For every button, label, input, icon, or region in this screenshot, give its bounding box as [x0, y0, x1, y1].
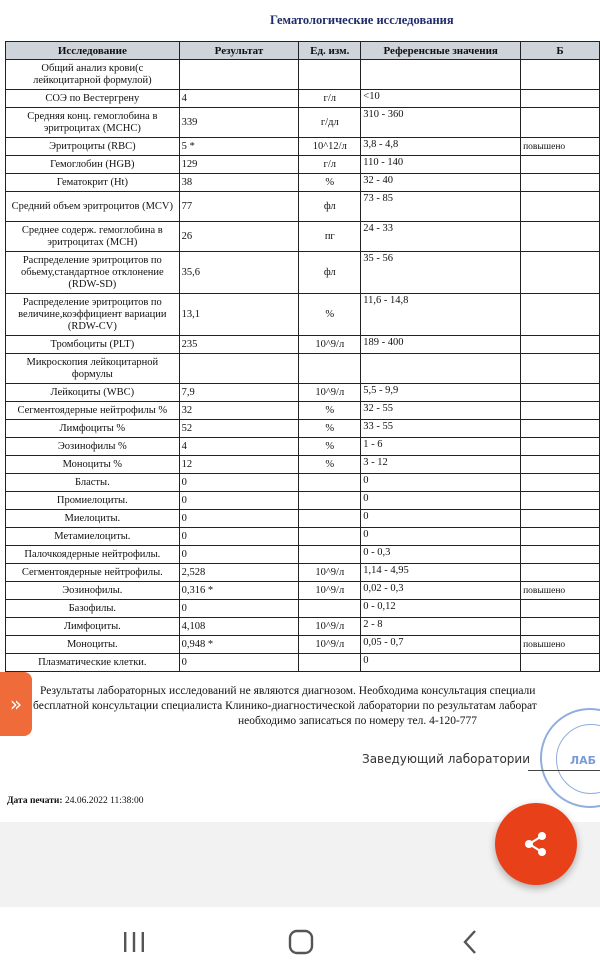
- comment-cell: [521, 420, 600, 438]
- comment-cell: [521, 456, 600, 474]
- unit-cell: [299, 474, 361, 492]
- unit-cell: %: [299, 438, 361, 456]
- reference-cell: 0 - 0,3: [361, 546, 521, 564]
- result-cell: 0: [179, 654, 299, 672]
- result-cell: 77: [179, 192, 299, 222]
- unit-cell: [299, 60, 361, 90]
- unit-cell: 10^9/л: [299, 582, 361, 600]
- disclaimer-line-1: Результаты лабораторных исследований не являются диагнозом. Необходима консультация специали: [40, 685, 536, 697]
- table-row: [6, 294, 600, 336]
- table-row: [6, 510, 600, 528]
- unit-cell: 10^9/л: [299, 336, 361, 354]
- nav-back-button[interactable]: [450, 927, 490, 957]
- comment-cell: [521, 174, 600, 192]
- comment-cell: [521, 438, 600, 456]
- result-cell: 2,528: [179, 564, 299, 582]
- stamp-text: ЛАБ: [570, 754, 597, 767]
- test-name-cell: Тромбоциты (PLT): [6, 336, 180, 354]
- result-cell: 0: [179, 600, 299, 618]
- reference-cell: 33 - 55: [361, 420, 521, 438]
- test-name-cell: Бласты.: [6, 474, 180, 492]
- reference-cell: 32 - 40: [361, 174, 521, 192]
- result-cell: 7,9: [179, 384, 299, 402]
- result-cell: 4,108: [179, 618, 299, 636]
- signature-line: [528, 770, 600, 771]
- back-icon: [460, 929, 480, 955]
- unit-cell: [299, 354, 361, 384]
- table-row: [6, 60, 600, 90]
- comment-cell: [521, 492, 600, 510]
- table-row: [6, 564, 600, 582]
- test-name-cell: Базофилы.: [6, 600, 180, 618]
- reference-cell: 11,6 - 14,8: [361, 294, 521, 336]
- system-navigation-bar: [0, 907, 600, 978]
- comment-cell: [521, 108, 600, 138]
- test-name-cell: Палочкоядерные нейтрофилы.: [6, 546, 180, 564]
- test-name-cell: Микроскопия лейкоцитарной формулы: [6, 354, 180, 384]
- unit-cell: г/л: [299, 90, 361, 108]
- unit-cell: фл: [299, 252, 361, 294]
- header-result: Результат: [179, 42, 299, 60]
- header-test: Исследование: [6, 42, 180, 60]
- print-date: [7, 796, 144, 806]
- table-row: [6, 474, 600, 492]
- table-header-row: [6, 42, 600, 60]
- unit-cell: [299, 546, 361, 564]
- comment-cell: [521, 618, 600, 636]
- comment-cell: [521, 354, 600, 384]
- test-name-cell: Лимфоциты.: [6, 618, 180, 636]
- test-name-cell: Лимфоциты %: [6, 420, 180, 438]
- table-row: [6, 336, 600, 354]
- test-name-cell: Метамиелоциты.: [6, 528, 180, 546]
- unit-cell: %: [299, 174, 361, 192]
- reference-cell: 189 - 400: [361, 336, 521, 354]
- test-name-cell: Средняя конц. гемоглобина в эритроцитах (MCHC): [6, 108, 180, 138]
- reference-cell: 110 - 140: [361, 156, 521, 174]
- unit-cell: 10^9/л: [299, 564, 361, 582]
- unit-cell: фл: [299, 192, 361, 222]
- print-date-label: Дата печати:: [7, 796, 63, 806]
- result-cell: 0: [179, 510, 299, 528]
- nav-home-button[interactable]: [281, 927, 321, 957]
- unit-cell: %: [299, 420, 361, 438]
- result-cell: [179, 60, 299, 90]
- reference-cell: [361, 60, 521, 90]
- result-cell: 129: [179, 156, 299, 174]
- header-reference: Референсные значения: [361, 42, 521, 60]
- result-cell: 235: [179, 336, 299, 354]
- comment-cell: [521, 474, 600, 492]
- comment-cell: [521, 252, 600, 294]
- test-name-cell: Распределение эритроцитов по обьему,стандартное отклонение (RDW-SD): [6, 252, 180, 294]
- comment-cell: [521, 654, 600, 672]
- unit-cell: %: [299, 402, 361, 420]
- test-name-cell: Распределение эритроцитов по величине,коэффициент вариации (RDW-CV): [6, 294, 180, 336]
- reference-cell: 2 - 8: [361, 618, 521, 636]
- unit-cell: 10^9/л: [299, 384, 361, 402]
- result-cell: 0: [179, 474, 299, 492]
- print-date-value: 24.06.2022 11:38:00: [64, 796, 144, 806]
- table-row: [6, 174, 600, 192]
- test-name-cell: Эритроциты (RBC): [6, 138, 180, 156]
- comment-cell: [521, 192, 600, 222]
- lab-stamp: [540, 708, 600, 808]
- test-name-cell: Средний объем эритроцитов (MCV): [6, 192, 180, 222]
- result-cell: 0: [179, 546, 299, 564]
- reference-cell: 0: [361, 492, 521, 510]
- table-row: [6, 156, 600, 174]
- comment-cell: повышено: [521, 138, 600, 156]
- comment-cell: [521, 528, 600, 546]
- result-cell: 12: [179, 456, 299, 474]
- nav-recents-button[interactable]: [114, 927, 154, 957]
- comment-cell: [521, 336, 600, 354]
- table-row: [6, 456, 600, 474]
- test-name-cell: Моноциты.: [6, 636, 180, 654]
- test-name-cell: Моноциты %: [6, 456, 180, 474]
- unit-cell: пг: [299, 222, 361, 252]
- table-row: [6, 636, 600, 654]
- comment-cell: [521, 156, 600, 174]
- reference-cell: 0: [361, 510, 521, 528]
- table-row: [6, 354, 600, 384]
- reference-cell: 32 - 55: [361, 402, 521, 420]
- reference-cell: 35 - 56: [361, 252, 521, 294]
- comment-cell: [521, 294, 600, 336]
- unit-cell: [299, 654, 361, 672]
- disclaimer-line-3: необходимо записаться по номеру тел. 4-120-777: [238, 715, 478, 727]
- comment-cell: [521, 564, 600, 582]
- table-row: [6, 600, 600, 618]
- result-cell: 38: [179, 174, 299, 192]
- unit-cell: 10^9/л: [299, 636, 361, 654]
- reference-cell: 0,02 - 0,3: [361, 582, 521, 600]
- reference-cell: 0 - 0,12: [361, 600, 521, 618]
- result-cell: 339: [179, 108, 299, 138]
- result-cell: 26: [179, 222, 299, 252]
- test-name-cell: Промиелоциты.: [6, 492, 180, 510]
- table-row: [6, 654, 600, 672]
- result-cell: 35,6: [179, 252, 299, 294]
- unit-cell: [299, 492, 361, 510]
- comment-cell: [521, 600, 600, 618]
- unit-cell: [299, 528, 361, 546]
- result-cell: 52: [179, 420, 299, 438]
- table-row: [6, 438, 600, 456]
- test-name-cell: Сегментоядерные нейтрофилы.: [6, 564, 180, 582]
- reference-cell: 1 - 6: [361, 438, 521, 456]
- result-cell: 0: [179, 492, 299, 510]
- reference-cell: [361, 354, 521, 384]
- test-name-cell: Эозинофилы.: [6, 582, 180, 600]
- unit-cell: %: [299, 294, 361, 336]
- result-cell: 0,316 *: [179, 582, 299, 600]
- results-table: [5, 41, 600, 672]
- home-icon: [287, 929, 315, 955]
- comment-cell: [521, 510, 600, 528]
- test-name-cell: Лейкоциты (WBC): [6, 384, 180, 402]
- reference-cell: 0,05 - 0,7: [361, 636, 521, 654]
- table-row: [6, 492, 600, 510]
- comment-cell: [521, 60, 600, 90]
- table-row: [6, 90, 600, 108]
- reference-cell: 3,8 - 4,8: [361, 138, 521, 156]
- table-row: [6, 192, 600, 222]
- comment-cell: [521, 222, 600, 252]
- test-name-cell: Гематокрит (Ht): [6, 174, 180, 192]
- page-title: Гематологические исследования: [270, 13, 454, 27]
- header-unit: Ед. изм.: [299, 42, 361, 60]
- reference-cell: <10: [361, 90, 521, 108]
- signature-label: Заведующий лаборатории: [362, 752, 530, 766]
- reference-cell: 1,14 - 4,95: [361, 564, 521, 582]
- side-panel-tab[interactable]: [0, 672, 32, 736]
- table-row: [6, 546, 600, 564]
- unit-cell: 10^9/л: [299, 618, 361, 636]
- test-name-cell: Общий анализ крови(с лейкоцитарной формулой): [6, 60, 180, 90]
- unit-cell: г/л: [299, 156, 361, 174]
- result-cell: 4: [179, 90, 299, 108]
- table-row: [6, 618, 600, 636]
- result-cell: [179, 354, 299, 384]
- table-row: [6, 420, 600, 438]
- comment-cell: повышено: [521, 582, 600, 600]
- test-name-cell: Гемоглобин (HGB): [6, 156, 180, 174]
- unit-cell: 10^12/л: [299, 138, 361, 156]
- comment-cell: [521, 546, 600, 564]
- unit-cell: %: [299, 456, 361, 474]
- reference-cell: 0: [361, 528, 521, 546]
- test-name-cell: СОЭ по Вестергрену: [6, 90, 180, 108]
- test-name-cell: Среднее содерж. гемоглобина в эритроцитах (MCH): [6, 222, 180, 252]
- table-row: [6, 402, 600, 420]
- share-icon: [521, 829, 551, 859]
- test-name-cell: Эозинофилы %: [6, 438, 180, 456]
- result-cell: 13,1: [179, 294, 299, 336]
- unit-cell: г/дл: [299, 108, 361, 138]
- reference-cell: 5,5 - 9,9: [361, 384, 521, 402]
- unit-cell: [299, 600, 361, 618]
- comment-cell: повышено: [521, 636, 600, 654]
- reference-cell: 0: [361, 474, 521, 492]
- table-row: [6, 138, 600, 156]
- chevron-double-right-icon: »: [9, 692, 23, 716]
- table-row: [6, 582, 600, 600]
- share-button[interactable]: [495, 803, 577, 885]
- reference-cell: 0: [361, 654, 521, 672]
- recents-icon: [121, 930, 147, 954]
- test-name-cell: Сегментоядерные нейтрофилы %: [6, 402, 180, 420]
- table-row: [6, 222, 600, 252]
- reference-cell: 24 - 33: [361, 222, 521, 252]
- test-name-cell: Плазматические клетки.: [6, 654, 180, 672]
- table-row: [6, 528, 600, 546]
- result-cell: 4: [179, 438, 299, 456]
- result-cell: 32: [179, 402, 299, 420]
- result-cell: 0: [179, 528, 299, 546]
- reference-cell: 310 - 360: [361, 108, 521, 138]
- reference-cell: 73 - 85: [361, 192, 521, 222]
- reference-cell: 3 - 12: [361, 456, 521, 474]
- table-row: [6, 384, 600, 402]
- unit-cell: [299, 510, 361, 528]
- table-row: [6, 252, 600, 294]
- result-cell: 5 *: [179, 138, 299, 156]
- comment-cell: [521, 402, 600, 420]
- comment-cell: [521, 90, 600, 108]
- comment-cell: [521, 384, 600, 402]
- header-comment: Б: [521, 42, 600, 60]
- result-cell: 0,948 *: [179, 636, 299, 654]
- table-row: [6, 108, 600, 138]
- test-name-cell: Миелоциты.: [6, 510, 180, 528]
- disclaimer-line-2: бесплатной консультации специалиста Клинико-диагностической лаборатории по результатам лаборат: [33, 700, 537, 712]
